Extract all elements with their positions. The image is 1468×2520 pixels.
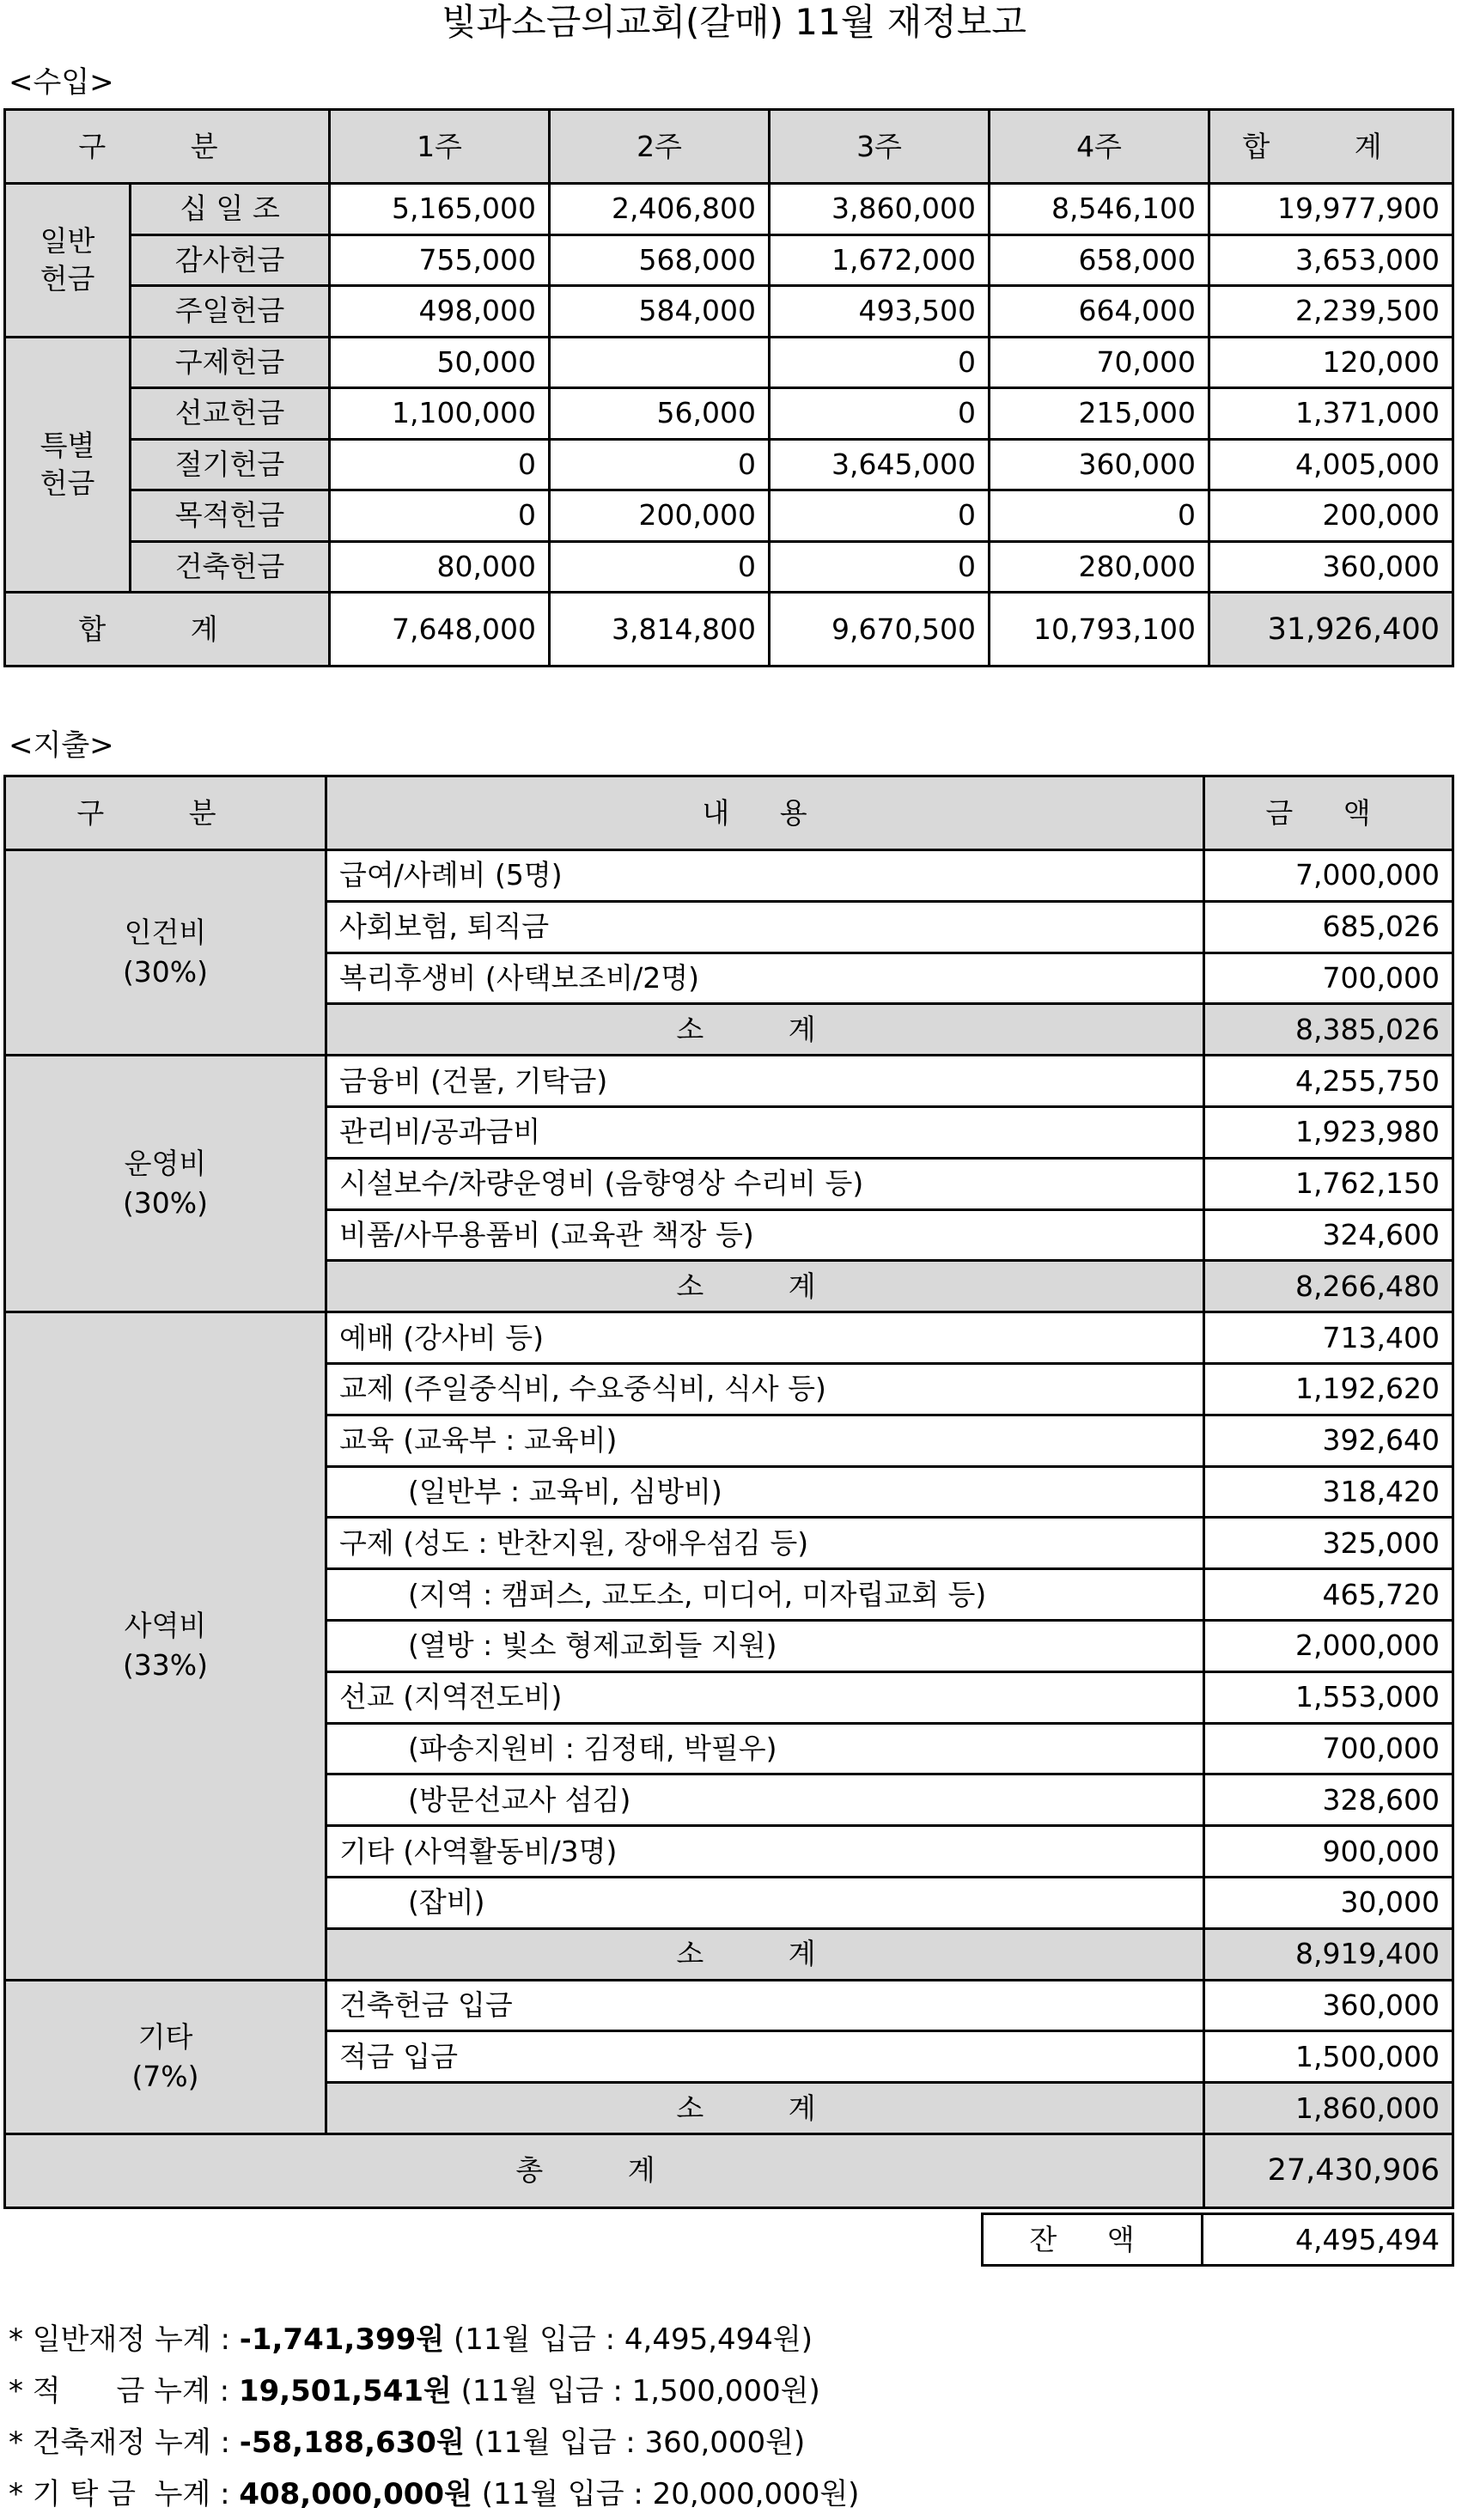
note-prefix: * 건축재정 누계 : (9, 2426, 240, 2460)
expense-amount-cell: 325,000 (1204, 1518, 1453, 1569)
income-total-cell: 10,793,100 (990, 593, 1209, 667)
income-item-label: 구제헌금 (131, 337, 330, 388)
income-value-cell: 50,000 (330, 337, 550, 388)
expense-desc-cell: 금융비 (건물, 기탁금) (326, 1056, 1204, 1107)
expense-grand-total-row (5, 2133, 1453, 2207)
income-value-cell: 56,000 (550, 388, 770, 440)
income-value-cell: 4,005,000 (1209, 439, 1453, 490)
income-item-label: 건축헌금 (131, 541, 330, 593)
income-value-cell: 0 (550, 439, 770, 490)
income-value-cell: 0 (770, 490, 990, 542)
expense-group-percent: (30%) (122, 1186, 209, 1220)
expense-amount-cell: 2,000,000 (1204, 1620, 1453, 1671)
summary-note (9, 2314, 1460, 2365)
expense-group-name: 인건비 (124, 916, 207, 950)
income-value-cell: 8,546,100 (990, 184, 1209, 235)
income-value-cell: 1,371,000 (1209, 388, 1453, 440)
expense-grand-total-label: 총 계 (5, 2133, 1204, 2207)
income-value-cell: 2,406,800 (550, 184, 770, 235)
income-row (5, 184, 1453, 235)
income-value-cell: 5,165,000 (330, 184, 550, 235)
expense-group-percent: (7%) (131, 2059, 199, 2093)
expense-amount-cell: 713,400 (1204, 1312, 1453, 1364)
income-header-cell: 2주 (550, 110, 770, 184)
expense-amount-cell: 4,255,750 (1204, 1056, 1453, 1107)
expense-row (5, 1312, 1453, 1364)
balance-table (981, 2213, 1454, 2267)
income-header-cell: 3주 (770, 110, 990, 184)
income-value-cell: 0 (770, 541, 990, 593)
expense-amount-cell: 465,720 (1204, 1569, 1453, 1621)
expense-subtotal-amount: 8,919,400 (1204, 1928, 1453, 1980)
expense-desc-cell: 비품/사무용품비 (교육관 책장 등) (326, 1209, 1204, 1261)
expense-amount-cell: 1,762,150 (1204, 1158, 1453, 1209)
income-item-label: 선교헌금 (131, 388, 330, 440)
income-total-cell: 31,926,400 (1209, 593, 1453, 667)
note-detail: (11월 입금 : 4,495,494원) (444, 2322, 813, 2357)
expense-desc-cell: 복리후생비 (사택보조비/2명) (326, 953, 1204, 1004)
expense-amount-cell: 324,600 (1204, 1209, 1453, 1261)
expense-subtotal-label: 소 계 (326, 2083, 1204, 2134)
income-header-cell: 구 분 (5, 110, 330, 184)
expense-amount-cell: 700,000 (1204, 1723, 1453, 1774)
expense-amount-cell: 360,000 (1204, 1980, 1453, 2031)
expense-group-name: 운영비 (124, 1147, 207, 1181)
income-value-cell (550, 337, 770, 388)
income-value-cell: 360,000 (990, 439, 1209, 490)
expense-subtotal-amount: 1,860,000 (1204, 2083, 1453, 2134)
income-item-label: 십 일 조 (131, 184, 330, 235)
expense-group-name: 기타 (137, 2019, 193, 2054)
note-amount: -58,188,630원 (239, 2426, 465, 2460)
income-value-cell: 215,000 (990, 388, 1209, 440)
expense-desc-cell: 교육 (교육부 : 교육비) (326, 1415, 1204, 1466)
expense-group-name: 사역비 (124, 1609, 207, 1643)
expense-desc-cell: 적금 입금 (326, 2031, 1204, 2083)
income-header-row (5, 110, 1453, 184)
income-total-cell: 9,670,500 (770, 593, 990, 667)
expense-grand-total-amount: 27,430,906 (1204, 2133, 1453, 2207)
expense-subtotal-label: 소 계 (326, 1004, 1204, 1056)
income-value-cell: 0 (550, 541, 770, 593)
expense-amount-cell: 1,192,620 (1204, 1363, 1453, 1415)
income-section-label: <수입> (9, 65, 114, 100)
expense-header-cell: 구 분 (5, 776, 326, 850)
note-prefix: * 기 탁 금 누계 : (9, 2477, 240, 2511)
note-detail: (11월 입금 : 1,500,000원) (451, 2374, 820, 2408)
income-row (5, 439, 1453, 490)
income-row (5, 388, 1453, 440)
income-header-cell: 4주 (990, 110, 1209, 184)
income-item-label: 주일헌금 (131, 286, 330, 338)
expense-desc-cell: 급여/사례비 (5명) (326, 850, 1204, 902)
income-group-label: 일반 헌금 (5, 184, 131, 338)
income-value-cell: 280,000 (990, 541, 1209, 593)
note-prefix: * 적 금 누계 : (9, 2374, 239, 2408)
expense-desc-cell: 구제 (성도 : 반찬지원, 장애우섬김 등) (326, 1518, 1204, 1569)
income-value-cell: 80,000 (330, 541, 550, 593)
expense-desc-cell: 시설보수/차량운영비 (음향영상 수리비 등) (326, 1158, 1204, 1209)
income-value-cell: 498,000 (330, 286, 550, 338)
expense-row (5, 1980, 1453, 2031)
income-value-cell: 658,000 (990, 234, 1209, 286)
summary-note (9, 2365, 1460, 2417)
income-header-cell: 1주 (330, 110, 550, 184)
expense-group-label (5, 1056, 326, 1312)
income-value-cell: 0 (330, 439, 550, 490)
note-amount: 19,501,541원 (238, 2374, 452, 2408)
income-item-label: 감사헌금 (131, 234, 330, 286)
income-value-cell: 70,000 (990, 337, 1209, 388)
balance-label: 잔 액 (983, 2214, 1203, 2266)
expense-amount-cell: 318,420 (1204, 1466, 1453, 1518)
expense-amount-cell: 900,000 (1204, 1826, 1453, 1878)
summary-note (9, 2417, 1460, 2468)
income-value-cell: 200,000 (1209, 490, 1453, 542)
income-row (5, 234, 1453, 286)
income-value-cell: 3,653,000 (1209, 234, 1453, 286)
income-value-cell: 200,000 (550, 490, 770, 542)
expense-amount-cell: 1,500,000 (1204, 2031, 1453, 2083)
income-value-cell: 0 (770, 388, 990, 440)
expense-desc-cell: 관리비/공과금비 (326, 1106, 1204, 1158)
expense-group-label (5, 1980, 326, 2133)
income-row (5, 337, 1453, 388)
expense-amount-cell: 1,923,980 (1204, 1106, 1453, 1158)
expense-group-label (5, 850, 326, 1056)
income-group-label: 특별 헌금 (5, 337, 131, 593)
income-value-cell: 0 (770, 337, 990, 388)
note-amount: -1,741,399원 (239, 2322, 445, 2357)
expense-desc-cell: 기타 (사역활동비/3명) (326, 1826, 1204, 1878)
expense-amount-cell: 392,640 (1204, 1415, 1453, 1466)
income-value-cell: 3,645,000 (770, 439, 990, 490)
expense-header-cell: 금 액 (1204, 776, 1453, 850)
income-value-cell: 3,860,000 (770, 184, 990, 235)
expense-group-percent: (33%) (122, 1648, 209, 1683)
income-value-cell: 755,000 (330, 234, 550, 286)
expense-group-label (5, 1312, 326, 1980)
expense-amount-cell: 30,000 (1204, 1877, 1453, 1928)
expense-amount-cell: 685,026 (1204, 901, 1453, 953)
income-value-cell: 0 (330, 490, 550, 542)
income-value-cell: 360,000 (1209, 541, 1453, 593)
income-table (3, 108, 1454, 667)
expense-desc-cell: (지역 : 캠퍼스, 교도소, 미디어, 미자립교회 등) (326, 1569, 1204, 1621)
income-total-label: 합 계 (5, 593, 330, 667)
expense-subtotal-amount: 8,385,026 (1204, 1004, 1453, 1056)
expense-desc-cell: 건축헌금 입금 (326, 1980, 1204, 2031)
income-value-cell: 0 (990, 490, 1209, 542)
income-value-cell: 584,000 (550, 286, 770, 338)
income-value-cell: 493,500 (770, 286, 990, 338)
expense-row (5, 850, 1453, 902)
income-header-cell: 합 계 (1209, 110, 1453, 184)
expense-amount-cell: 328,600 (1204, 1774, 1453, 1826)
expense-group-percent: (30%) (122, 955, 209, 989)
expense-amount-cell: 7,000,000 (1204, 850, 1453, 902)
expense-desc-cell: 사회보험, 퇴직금 (326, 901, 1204, 953)
expense-desc-cell: 선교 (지역전도비) (326, 1671, 1204, 1723)
page-title: 빛과소금의교회(갈매) 11월 재정보고 (442, 1, 1026, 43)
expense-amount-cell: 1,553,000 (1204, 1671, 1453, 1723)
income-total-row (5, 593, 1453, 667)
income-value-cell: 2,239,500 (1209, 286, 1453, 338)
income-value-cell: 1,100,000 (330, 388, 550, 440)
income-item-label: 절기헌금 (131, 439, 330, 490)
income-row (5, 286, 1453, 338)
expense-amount-cell: 700,000 (1204, 953, 1453, 1004)
expense-desc-cell: 예배 (강사비 등) (326, 1312, 1204, 1364)
income-value-cell: 664,000 (990, 286, 1209, 338)
income-value-cell: 568,000 (550, 234, 770, 286)
income-value-cell: 1,672,000 (770, 234, 990, 286)
note-detail: (11월 입금 : 20,000,000원) (472, 2477, 860, 2511)
expense-desc-cell: (방문선교사 섬김) (326, 1774, 1204, 1826)
summary-notes (9, 2314, 1460, 2520)
expense-header-cell: 내 용 (326, 776, 1204, 850)
income-total-cell: 7,648,000 (330, 593, 550, 667)
expense-section-label: <지출> (9, 728, 114, 763)
expense-table (3, 775, 1454, 2209)
income-row (5, 490, 1453, 542)
expense-subtotal-label: 소 계 (326, 1928, 1204, 1980)
summary-note (9, 2468, 1460, 2520)
expense-row (5, 1056, 1453, 1107)
income-item-label: 목적헌금 (131, 490, 330, 542)
balance-amount: 4,495,494 (1203, 2214, 1453, 2266)
income-value-cell: 19,977,900 (1209, 184, 1453, 235)
expense-desc-cell: (열방 : 빛소 형제교회들 지원) (326, 1620, 1204, 1671)
expense-subtotal-amount: 8,266,480 (1204, 1261, 1453, 1312)
expense-subtotal-label: 소 계 (326, 1261, 1204, 1312)
income-row (5, 541, 1453, 593)
expense-desc-cell: (파송지원비 : 김정태, 박필우) (326, 1723, 1204, 1774)
note-amount: 408,000,000원 (239, 2477, 472, 2511)
expense-desc-cell: (잡비) (326, 1877, 1204, 1928)
expense-header-row (5, 776, 1453, 850)
income-total-cell: 3,814,800 (550, 593, 770, 667)
expense-desc-cell: 교제 (주일중식비, 수요중식비, 식사 등) (326, 1363, 1204, 1415)
expense-desc-cell: (일반부 : 교육비, 심방비) (326, 1466, 1204, 1518)
income-value-cell: 120,000 (1209, 337, 1453, 388)
note-prefix: * 일반재정 누계 : (9, 2322, 240, 2357)
note-detail: (11월 입금 : 360,000원) (464, 2426, 806, 2460)
